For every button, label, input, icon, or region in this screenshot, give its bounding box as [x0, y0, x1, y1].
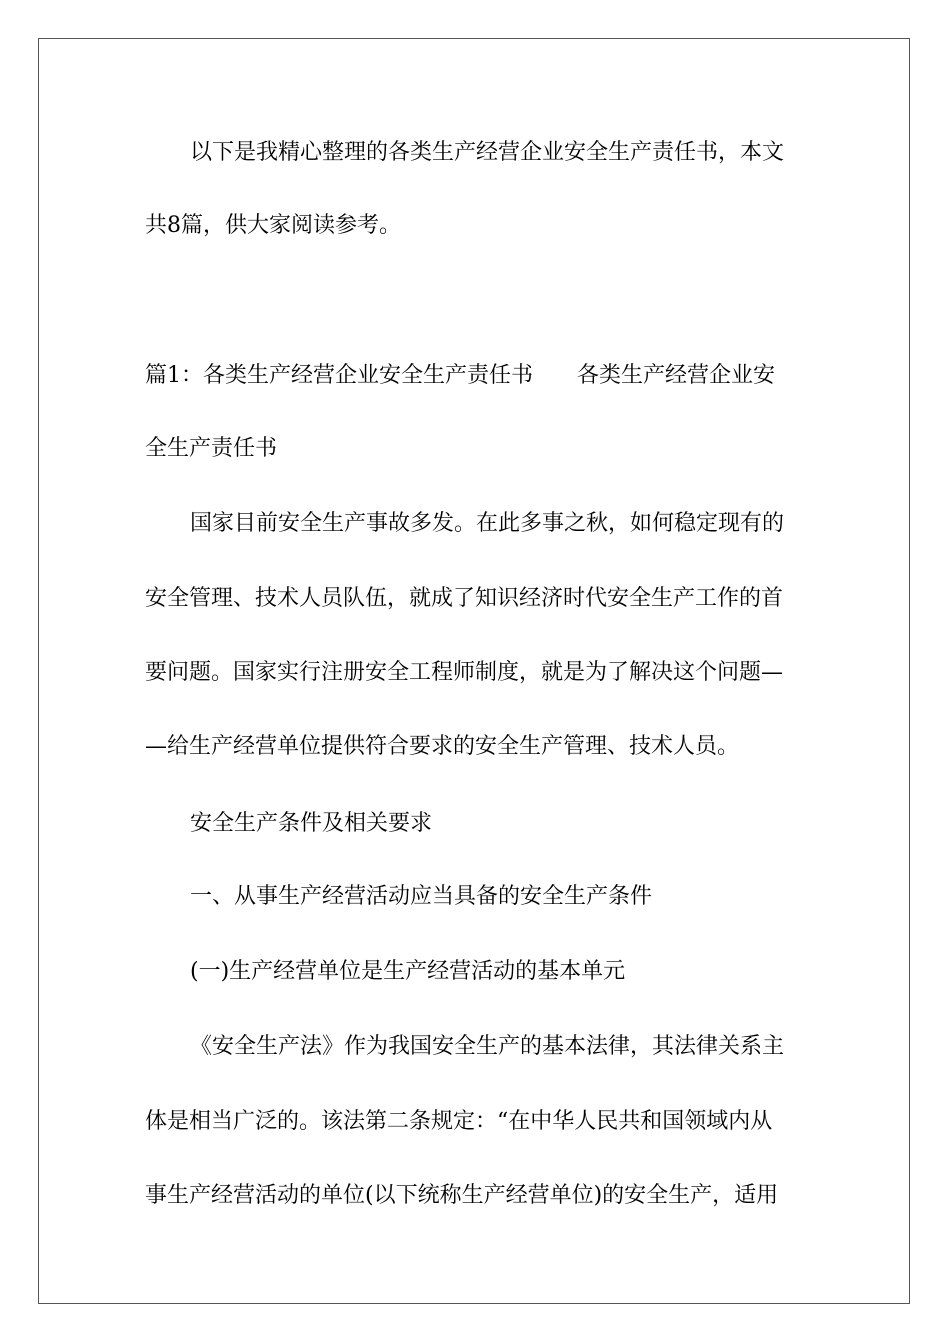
intro-line-1: 以下是我精心整理的各类生产经营企业安全生产责任书，本文	[190, 140, 785, 165]
heading-safety-conditions: 安全生产条件及相关要求	[190, 811, 433, 836]
paragraph2-line-1: 《安全生产法》作为我国安全生产的基本法律，其法律关系主	[190, 1034, 785, 1059]
paragraph1-line-3: 要问题。国家实行注册安全工程师制度，就是为了解决这个问题—	[145, 660, 784, 685]
paragraph2-line-2: 体是相当广泛的。该法第二条规定：“在中华人民共和国领域内从	[145, 1109, 773, 1134]
section-title-line-2: 全生产责任书	[145, 436, 278, 461]
heading-subsection-one: (一)生产经营单位是生产经营活动的基本单元	[190, 959, 626, 984]
intro-line-2: 共8篇，供大家阅读参考。	[145, 213, 401, 238]
paragraph1-line-4: —给生产经营单位提供符合要求的安全生产管理、技术人员。	[145, 734, 740, 759]
heading-section-one: 一、从事生产经营活动应当具备的安全生产条件	[190, 884, 653, 909]
paragraph1-line-1: 国家目前安全生产事故多发。在此多事之秋，如何稳定现有的	[190, 511, 785, 536]
paragraph1-line-2: 安全管理、技术人员队伍，就成了知识经济时代安全生产工作的首	[145, 586, 784, 611]
section-title-line-1: 篇1：各类生产经营企业安全生产责任书 各类生产经营企业安	[145, 363, 775, 388]
paragraph2-line-3: 事生产经营活动的单位(以下统称生产经营单位)的安全生产，适用	[145, 1183, 779, 1208]
